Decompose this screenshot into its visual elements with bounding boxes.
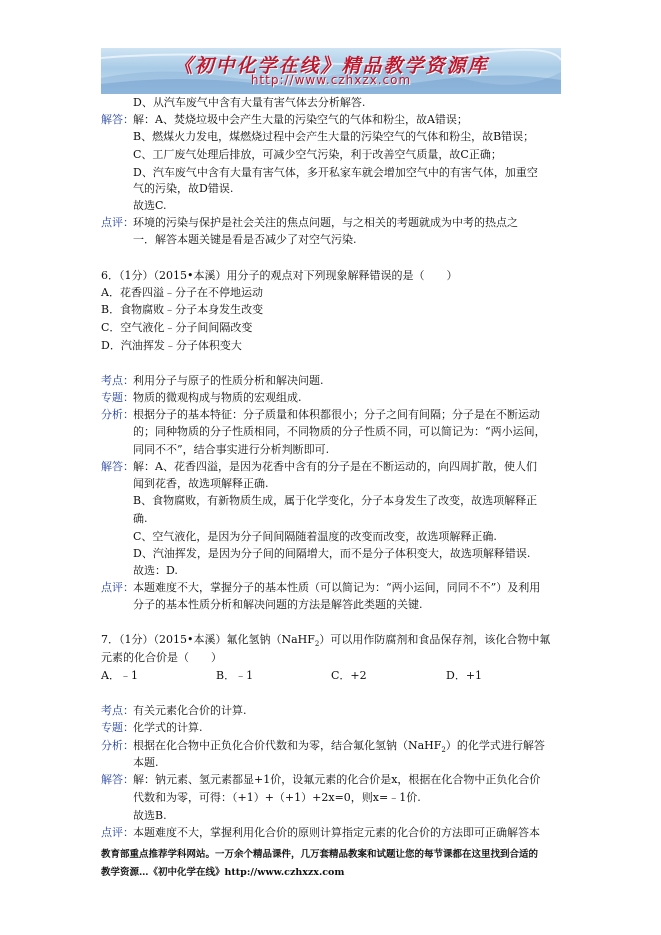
q7-zhuanti: 化学式的计算. (133, 721, 203, 734)
q6-answer: 故选：D. (133, 564, 178, 577)
q6-stem: 6．（1分）（2015•本溪）用分子的观点对下列现象解释错误的是（ ） (101, 269, 458, 282)
q7-fenxi-part: 根据在化合物中正负化合价代数和为零，结合氟化氢钠（NaHF (133, 739, 442, 752)
footer-line-1: 教育部重点推荐学科网站。一万余个精品课件，几万套精品教案和试题让您的每节课都在这里找到合适的 (101, 849, 539, 860)
q7-option-b: B．﹣1 (216, 669, 254, 682)
banner-url[interactable]: http://www.czhxzx.com (250, 73, 412, 87)
q6-dianping-line: 分子的基本性质分析和解决问题的方法是解答此类题的关键. (133, 598, 423, 611)
q7-dianping-line: 本题难度不大，掌握利用化合价的原则计算指定元素的化合价的方法即可正确解答本 (133, 826, 540, 839)
q6-option-d: D．汽油挥发﹣分子体积变大 (101, 339, 242, 352)
q6-jieda-line: D、汽油挥发，是因为分子间的间隔增大，而不是分子体积变大，故选项解释错误. (133, 547, 531, 560)
q5-option-d-analysis: D、从汽车废气中含有大量有害气体去分析解答. (133, 96, 366, 109)
q5-answer: 故选C. (133, 199, 167, 212)
q7-fenxi-line (133, 739, 545, 757)
q7-jieda-label: 解答： (101, 773, 134, 786)
q5-dianping-line: 环境的污染与保护是社会关注的焦点问题，与之相关的考题就成为中考的热点之 (133, 216, 518, 229)
q7-stem-subscript: 2 (314, 640, 320, 649)
q7-zhuanti-label: 专题： (101, 721, 134, 734)
q6-jieda-line: 确. (133, 512, 148, 525)
q7-fenxi-part: ）的化学式进行解答 (445, 739, 545, 752)
q7-fenxi-line: 本题. (133, 756, 159, 769)
q6-option-c: C．空气液化﹣分子间间隔改变 (101, 321, 253, 334)
q5-jieda-label: 解答： (101, 113, 134, 126)
q7-jieda-line: 代数和为零，可得：（+1）+（+1）+2x=0，则x=﹣1价. (133, 791, 421, 804)
q6-jieda-line: 闻到花香，故选项解释正确. (133, 477, 269, 490)
q7-jieda-line: 解：钠元素、氢元素都显+1价，设氟元素的化合价是x，根据在化合物中正负化合价 (133, 773, 541, 786)
q7-option-d: D．+1 (446, 669, 483, 682)
q6-fenxi-line: 的；同种物质的分子性质相同，不同物质的分子性质不同，可以简记为：“两小运间， (133, 425, 546, 438)
q7-stem-part: 7．（1分）（2015•本溪）氟化氢钠（NaHF (101, 633, 315, 646)
q6-fenxi-line: 同同不不”，结合事实进行分析判断即可. (133, 443, 330, 456)
q6-kaodian-label: 考点： (101, 374, 134, 387)
q7-option-c: C．+2 (331, 669, 367, 682)
q6-dianping-line: 本题难度不大，掌握分子的基本性质（可以简记为：“两小运间，同同不不”）及利用 (133, 581, 541, 594)
header-banner (101, 48, 561, 94)
q7-kaodian-label: 考点： (101, 704, 134, 717)
q6-fenxi-line: 根据分子的基本特征：分子质量和体积都很小；分子之间有间隔；分子是在不断运动 (133, 408, 540, 421)
banner-title: 《初中化学在线》精品教学资源库 (173, 55, 489, 77)
q6-jieda-line: 解：A、花香四溢，是因为花香中含有的分子是在不断运动的，向四周扩散，使人们 (133, 460, 537, 473)
q6-jieda-label: 解答： (101, 460, 134, 473)
q6-zhuanti: 物质的微观构成与物质的宏观组成. (133, 391, 302, 404)
q5-jieda-line: D、汽车废气中含有大量有害气体，多开私家车就会增加空气中的有害气体，加重空 (133, 166, 538, 179)
q6-fenxi-label: 分析： (101, 408, 134, 421)
q5-dianping-label: 点评： (101, 216, 134, 229)
q7-stem-part: ）可以用作防腐剂和食品保存剂，该化合物中氟 (319, 633, 551, 646)
footer-line-2: 教学资源…《初中化学在线》http://www.czhxzx.com (101, 867, 345, 878)
q7-fenxi-label: 分析： (101, 739, 134, 752)
q6-jieda-line: C、空气液化，是因为分子间间隔随着温度的改变而改变，故选项解释正确. (133, 530, 497, 543)
q7-stem-line2: 元素的化合价是（ ） (101, 651, 222, 664)
q6-option-a: A．花香四溢﹣分子在不停地运动 (101, 286, 263, 299)
q7-fenxi-subscript: 2 (441, 746, 446, 755)
q6-kaodian: 利用分子与原子的性质分析和解决问题. (133, 374, 324, 387)
q7-answer: 故选B. (133, 809, 167, 822)
q7-option-a: A．﹣1 (101, 669, 138, 682)
q7-dianping-label: 点评： (101, 826, 134, 839)
q6-option-b: B．食物腐败﹣分子本身发生改变 (101, 303, 264, 316)
q7-kaodian: 有关元素化合价的计算. (133, 704, 247, 717)
q5-jieda-line: C、工厂废气处理后排放，可减少空气污染，利于改善空气质量，故C正确； (133, 148, 502, 161)
q5-jieda-line: B、燃煤火力发电，煤燃烧过程中会产生大量的污染空气的气体和粉尘，故B错误； (133, 130, 535, 143)
q6-dianping-label: 点评： (101, 581, 134, 594)
q7-stem (101, 633, 550, 651)
q6-zhuanti-label: 专题： (101, 391, 134, 404)
q5-dianping-line: 一．解答本题关键是看是否减少了对空气污染. (133, 233, 357, 246)
q6-jieda-line: B、食物腐败，有新物质生成，属于化学变化，分子本身发生了改变，故选项解释正 (133, 494, 538, 507)
q5-jieda-line: 解：A、焚烧垃圾中会产生大量的污染空气的气体和粉尘，故A错误； (133, 113, 468, 126)
q5-jieda-line: 气的污染，故D错误. (133, 182, 234, 195)
